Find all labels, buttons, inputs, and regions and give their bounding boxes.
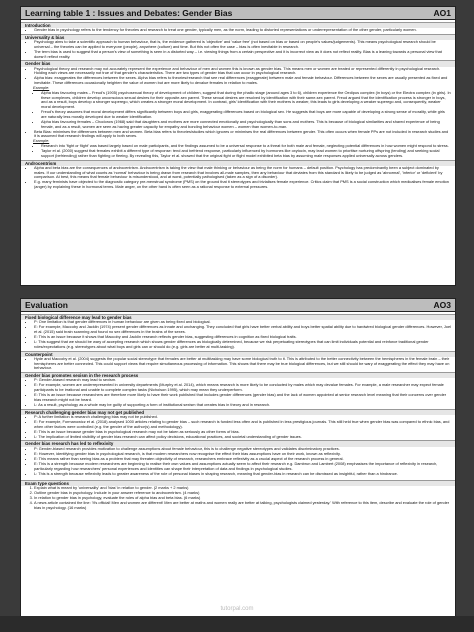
bullet-point: • L: As a result, psychology as a whole may be guilty of supporting a form of institutional sexism that creates bias in theory and in research. xyxy=(34,403,451,408)
bullet-list xyxy=(25,166,451,190)
evaluation-body xyxy=(21,312,455,478)
bullet-point: • Research into 'fight or flight' was based largely based on male participants, and the findings assumed to be a universal response to a threat for both male and female, neglecting potential differences in how women might respond to stress. xyxy=(41,144,451,149)
bullet-list xyxy=(25,144,451,159)
viewer-bottom-bar xyxy=(0,616,474,632)
bullet-point: • Beta Bias: minimises the differences between men and women. Beta bias refers to theories/studies which ignores or minimises the real differences between gender. This often occurs when female PPs are not included in research studies and it is assumed that research findings will apply to both sexes. xyxy=(34,130,451,139)
section-heading: Counterpoint xyxy=(21,351,455,357)
ao3-code: AO3 xyxy=(433,300,451,310)
bullet-point: • Hyde and Maccoby et al. (2004) suggests the popular social stereotype that females are better at multitasking may have some biological truth to it. This is attributed to the better connectivity between the hemispheres in the female brain – their hemispheres are better connected. This could support views that require simultaneous processing of information. This shows that there may be true biological differences, but we still should be wary of exaggerating the effect they may have on behaviour. xyxy=(34,357,451,371)
bullet-list xyxy=(25,91,451,129)
exam-question: 2. Outline gender bias in psychology. Include in your answer reference to androcentrism. (4 marks) xyxy=(34,491,451,496)
bullet-point: • E: For example, Maccoby and Jacklin (1974) present gender differences as innate and unchanging. They concluded that girls have better verbal ability and boys better spatial ability due to hardwired biological gender differences. However, Joel et al. (2015) said brain scanning and found no sex differences in the brains of the sexes. xyxy=(34,325,451,334)
bullet-point: • E: This is an issue because it shows that Maccoby and Jacklin research reflects gender bias, suggesting differences in cognition as fixed biological traits. xyxy=(34,335,451,340)
bullet-point: • L: The implication of limited visibility of gender bias research can affect policy decisions, educational practices, and societal understanding of gender issues. xyxy=(34,435,451,440)
bullet-point: • Freud's theory assumes that moral development differs significantly between boys and girls, exaggerating differences based on biological sex. He suggests that boys are more capable of developing a strong sense of morality, while girls are naturally less morally developed due to weaker identification. xyxy=(41,110,451,119)
learning-table-header xyxy=(21,7,455,20)
exam-question: 4. A news article contained the line: 'It's official! Men and women are different! Men are better at maths and women really are better at talking, psychologists claimed yesterday.' With reference to this item, describe and evaluate the role of gender bias in psychology. (16 marks) xyxy=(34,501,451,510)
section-heading: Fixed biological difference may lead to gender bias xyxy=(21,314,455,320)
bullet-point: • E: For example, women are underrepresented in university departments (Murphy et al. 2014), which means research is more likely to be conducted by males which may devalue females. For example, a male researcher may expect female participants to be irrational and unable to complete complex tasks (Nicholson 1995), which may mean they underperform. xyxy=(34,383,451,392)
learning-table-body xyxy=(21,20,455,191)
bullet-list xyxy=(25,320,451,349)
bullet-point: • E: For example, Formanowicz et al. (2018) analysed 1000 articles relating to gender bias – such research is funded less often and is published in less prestigious journals. This still held true when gender bias was compared to ethnic bias, and when other factors were controlled (e.g. the gender of the author(s) and methodology). xyxy=(34,420,451,429)
bullet-point: • Alpha bias favouring females – Chodorow (1968) said that daughters and mothers are more connected emotionally and psychologically than sons and mothers. This is because of biological similarities and shared experience of being female, and as a result, women are seen as having greater capacity for empathy and bonding behaviour women – women than women-to-man. xyxy=(41,120,451,129)
example-label: Example: xyxy=(33,138,50,144)
bullet-point: • P: Gender-biased research may lead to sexism. xyxy=(34,378,451,383)
bullet-point: • E: This means rather than seeing bias as a problem that may threaten objectivity of research, researchers embrace reflexivity as a crucial aspect of the research process in general. xyxy=(34,457,451,462)
bullet-point: • L: This suggest that we should be wary of accepting research which shows gender differences as biologically determined, because we risk perpetuating stereotypes that can limit individuals potential and reinforce traditional gender roles/expectations (e.g. stereotypes about what boys and girls can or should do (e.g. girls are better at multi-tasking). xyxy=(34,340,451,349)
ao1-code: AO1 xyxy=(433,8,451,18)
bullet-point: • E.g. many feminists have objected to the diagnostic category pre-menstrual syndrome (PMS) on the ground that it stereotypes and trivialises female experience. Critics claim that PMS is a social construction which medicalises female emotion (anger) by explaining these in hormonal terms. Male anger, on the other hand is often seen as a rational response to external pressures. xyxy=(34,180,451,189)
bullet-point: • Alpha bias favouring males – Freud's (1905) psychosexual theory of development of children, suggest that during the phallic stage (around ages 3 to 6), children experience the Oedipus complex (in boys) or the Electra complex (in girls). In these complexes, children develop unconscious sexual desires for their opposite-sex parent. These sexual desires are resolved by identification with their same-sex parent. Freud argued that the identification process is stronger in boys, and as a result, boys develop a stronger superego, which creates a stronger moral development. In contrast, girls' identification with their mothers is weaker, this leads to girls developing a weaker superego and, consequently, weaker moral development. xyxy=(41,91,451,110)
section-heading: Androcentrism xyxy=(21,160,455,166)
bullet-point: • The term bias is used to suggest that a person's view of something is seen in a distorted way – i.e. viewing things from a certain perspective and it is incorrect view as it does not reflect reality. Bias is a leaning towards a personal view that doesn't reflect reality. xyxy=(34,50,451,59)
bullet-list xyxy=(25,447,451,477)
bullet-point: • Psychology aims to take a scientific approach to human behaviour, that is, the evidence gathered is 'objective' and 'value free' (not based on bias or based on people's values/judgements). This means psychological research should be universal – the theories can be applied to everyone (people), anywhere (culture) and time. But this not often the case – bias is often inevitable in research. xyxy=(34,40,451,49)
evaluation-card xyxy=(20,298,456,618)
bullet-point: • E: However, identifying gender bias in psychological research, is that modern researchers now recognise the effect their bias assumptions have on their work, known as reflexivity. xyxy=(34,452,451,457)
exam-questions-heading: Exam type questions xyxy=(21,480,455,486)
bullet-point: • Gender bias in psychology refers to the tendency for theories and research to treat one gender, typically men, as the norm, leading to distorted representations or underrepresentation of the other gender, particularly women. xyxy=(34,28,451,33)
learning-table-card xyxy=(20,6,456,286)
exam-question: 1. Explain what is meant by 'universality' and 'bias' in relation to gender. (2 marks + 2 marks) xyxy=(34,486,451,491)
bullet-point: • P: One limitation is that gender differences in human behaviour are given as being fixed and biological. xyxy=(34,320,451,325)
exam-questions-list xyxy=(25,486,451,511)
exam-question: 3. In relation to gender bias in psychology, evaluate the roles of alpha bias and beta bias. (6 marks) xyxy=(34,496,451,501)
bullet-point: • E: This is an issue because researchers are therefore more likely to have their work published that includes gender differences (gender bias) and the lack of women appointed at senior research level meaning that their concerns over gender bias research might not be heard. xyxy=(34,393,451,402)
bullet-point: • Taylor et al. (2000) suggest that females exhibit a different type of response: tend and befriend response, particularly influenced by hormones like oxytocin, may lead women to prioritise nurturing offspring (tending) and seeking social support (befriending) rather than fighting or fleeing. By revealing this, Taylor et al. showed that the original fight or flight model exhibited beta bias by assuming male responses applied universally across genders. xyxy=(41,149,451,158)
bullet-list xyxy=(25,357,451,371)
bullet-point: • E: This is a strength because modern researchers are beginning to realise their own values and assumptions actually seem to affect their research e.g. Dambrun and Lambert (2008) emphasises the importance of reflexivity in research, particularly regarding how researchers' personal experiences and identities can shape their interpretation of data and findings in psychological studies. xyxy=(34,462,451,471)
example-label: Example: xyxy=(33,85,50,91)
section-heading: Research challenging gender bias may not get published xyxy=(21,409,455,415)
bullet-point: • Alpha and beta bias are the consequences of androcentrism. Androcentrism is taking the view that male thinking or behaviour as being the norm for humans – default position. Psychology has predominantly been a subject dominated by males. If our understanding of what counts as 'normal' behaviour is being drawn from research that involves all-male samples, then any behaviour that deviates from this standard is likely to be judged as 'abnormal', 'inferior' or 'deficient' by comparison. At best, this means that female behaviour is misunderstood, and at worst, potentially pathologised (taken as a sign of a disorder). xyxy=(34,166,451,180)
bullet-list xyxy=(25,28,451,33)
exam-questions xyxy=(21,478,455,512)
bullet-list xyxy=(25,40,451,59)
bullet-list xyxy=(25,415,451,440)
section-heading: Gender bias promotes sexism in the research process xyxy=(21,372,455,378)
bullet-list xyxy=(25,130,451,139)
bullet-point: • P: A further limitation is research challenging bias may not be published. xyxy=(34,415,451,420)
bullet-list xyxy=(25,378,451,407)
bullet-point: • Psychological theory and research may not accurately represent the experience and behaviour of men and women this is known as gender bias. This means men or women are treated or represented differently in psychological research. Holding each views are necessarily not true of that gender's characteristics. There are two types of gender bias that can occur in psychological research. xyxy=(34,67,451,76)
evaluation-title: Evaluation xyxy=(25,300,68,310)
bullet-point: • Alpha bias: exaggerates the differences between the sexes. Alpha bias refers to theories/research that see real differences (exaggerate) between male and female behaviour. Differences between the sexes are usually presented as fixed and inevitable. These differences occasionally heighten the value of women but are more likely to devalue females in relation to males. xyxy=(34,76,451,85)
watermark: tutorpal.com xyxy=(220,606,254,612)
evaluation-header xyxy=(21,299,455,312)
section-heading: Introduction xyxy=(21,22,455,28)
learning-table-title: Learning table 1 : Issues and Debates: Gender Bias xyxy=(25,8,233,18)
bullet-point: • P: Gender-biased research provides motivation to challenge assumptions about female behaviour, this is to challenge negative stereotypes and validates discriminatory practices. xyxy=(34,447,451,452)
section-heading: Universality & bias xyxy=(21,34,455,40)
section-heading: Gender bias xyxy=(21,60,455,66)
bullet-list xyxy=(25,67,451,86)
bullet-point: • L: This is a strength because reflexivity leads to greater awareness of the role of personal biases in shaping research, meaning that gender-bias in research can be dismissed as insightful, rather than a hindrance. xyxy=(34,472,451,477)
section-heading: Gender bias research has led to reflexivity xyxy=(21,440,455,446)
bullet-point: • E: This is an issue because gender bias in psychological research may not be taken as seriously as other forms of bias. xyxy=(34,430,451,435)
